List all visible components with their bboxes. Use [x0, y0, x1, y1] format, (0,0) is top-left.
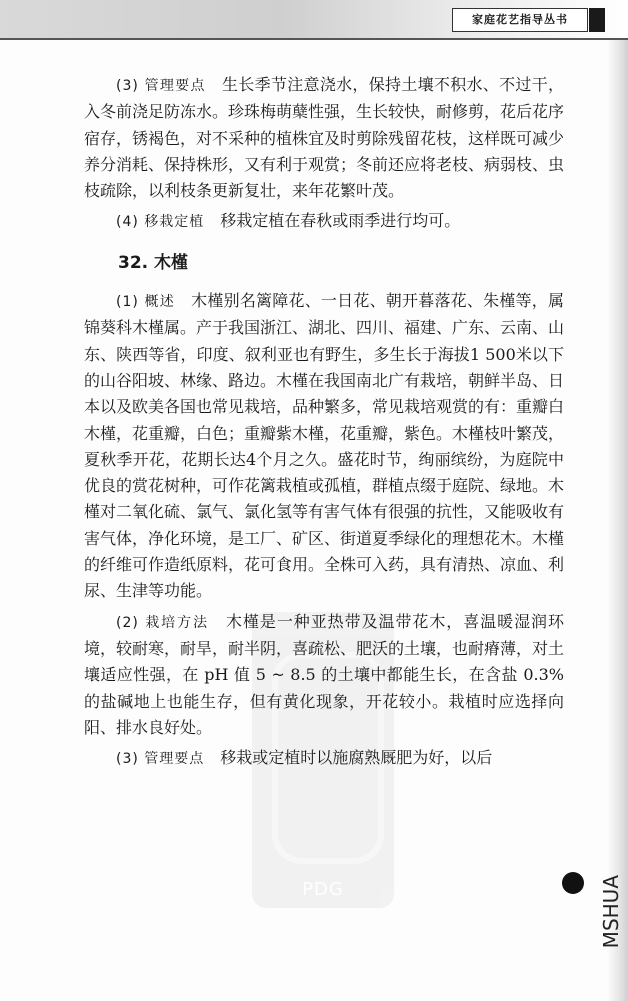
paragraph-overview	[84, 288, 564, 605]
section-heading: 32. 木槿	[118, 252, 189, 273]
paragraph-text: 生长季节注意浇水，保持土壤不积水、不过干，入冬前浇足防冻水。珍珠梅萌蘖性强，生长较快，耐修剪，花后花序宿存，锈褐色，对不采种的植株宜及时剪除残留花枝，这样既可减少养分消耗、保持株形，又有利于观赏；冬前还应将老枝、病弱枝、虫枝疏除，以利枝条更新复壮，来年花繁叶茂。	[84, 75, 565, 201]
side-brand-text: MSHUA	[599, 875, 623, 949]
stamp-label: PDG	[302, 879, 344, 900]
page-body	[84, 72, 564, 772]
paragraph-transplant	[84, 208, 564, 235]
paragraph-label: (1) 概述	[116, 294, 175, 311]
paragraph-text: 木槿是一种亚热带及温带花木，喜温暖湿润环境，较耐寒，耐旱，耐半阴，喜疏松、肥沃的土壤，也耐瘠薄，对土壤适应性强，在 pH 值 5 ~ 8.5 的土壤中都能生长，在含盐 0.3% 的盐碱地上也能生存，但有黄化现象，开花较小。栽植时应选择向阳、排水良好处。	[84, 611, 565, 737]
paragraph-label: (3) 管理要点	[116, 751, 205, 768]
paragraph-cultivation	[84, 609, 564, 741]
header-rule	[0, 38, 628, 40]
series-title: 家庭花艺指导丛书	[452, 8, 588, 32]
paragraph-label: (4) 移栽定植	[116, 214, 205, 231]
paragraph-text: 木槿别名篱障花、一日花、朝开暮落花、朱槿等，属锦葵科木槿属。产于我国浙江、湖北、四川、福建、广东、云南、山东、陕西等省，印度、叙利亚也有野生，多生长于海拔1 500米以下的山谷阳坡、林缘、路边。木槿在我国南北广有栽培，朝鲜半岛、日本以及欧美各国也常见栽培，品种繁多，常见栽培观赏的有：重瓣白木槿，花重瓣，白色；重瓣紫木槿，花重瓣，紫色。木槿枝叶繁茂，夏秋季开花，花期长达4个月之久。盛花时节，绚丽缤纷，为庭院中优良的赏花树种，可作花篱栽植或孤植，群植点缀于庭院、绿地。木槿对二氧化硫、氯气、氯化氢等有害气体有很强的抗性，又能吸收有害气体，净化环境，是工厂、矿区、街道夏季绿化的理想花木。木槿的纤维可作造纸原料，花可食用。全株可入药，具有清热、凉血、利尿、生津等功能。	[84, 291, 565, 601]
paragraph-management-prev	[84, 72, 564, 204]
page-corner-dot	[562, 872, 584, 894]
paragraph-management	[84, 745, 564, 772]
paragraph-text: 移栽或定植时以施腐熟厩肥为好，以后	[204, 748, 493, 768]
header-tab-mark	[589, 8, 605, 32]
paragraph-text: 移栽定植在春秋或雨季进行均可。	[204, 211, 461, 231]
paragraph-label: (3) 管理要点	[116, 78, 206, 94]
paragraph-label: (2) 栽培方法	[116, 614, 210, 631]
scan-edge-shadow	[606, 40, 628, 1001]
